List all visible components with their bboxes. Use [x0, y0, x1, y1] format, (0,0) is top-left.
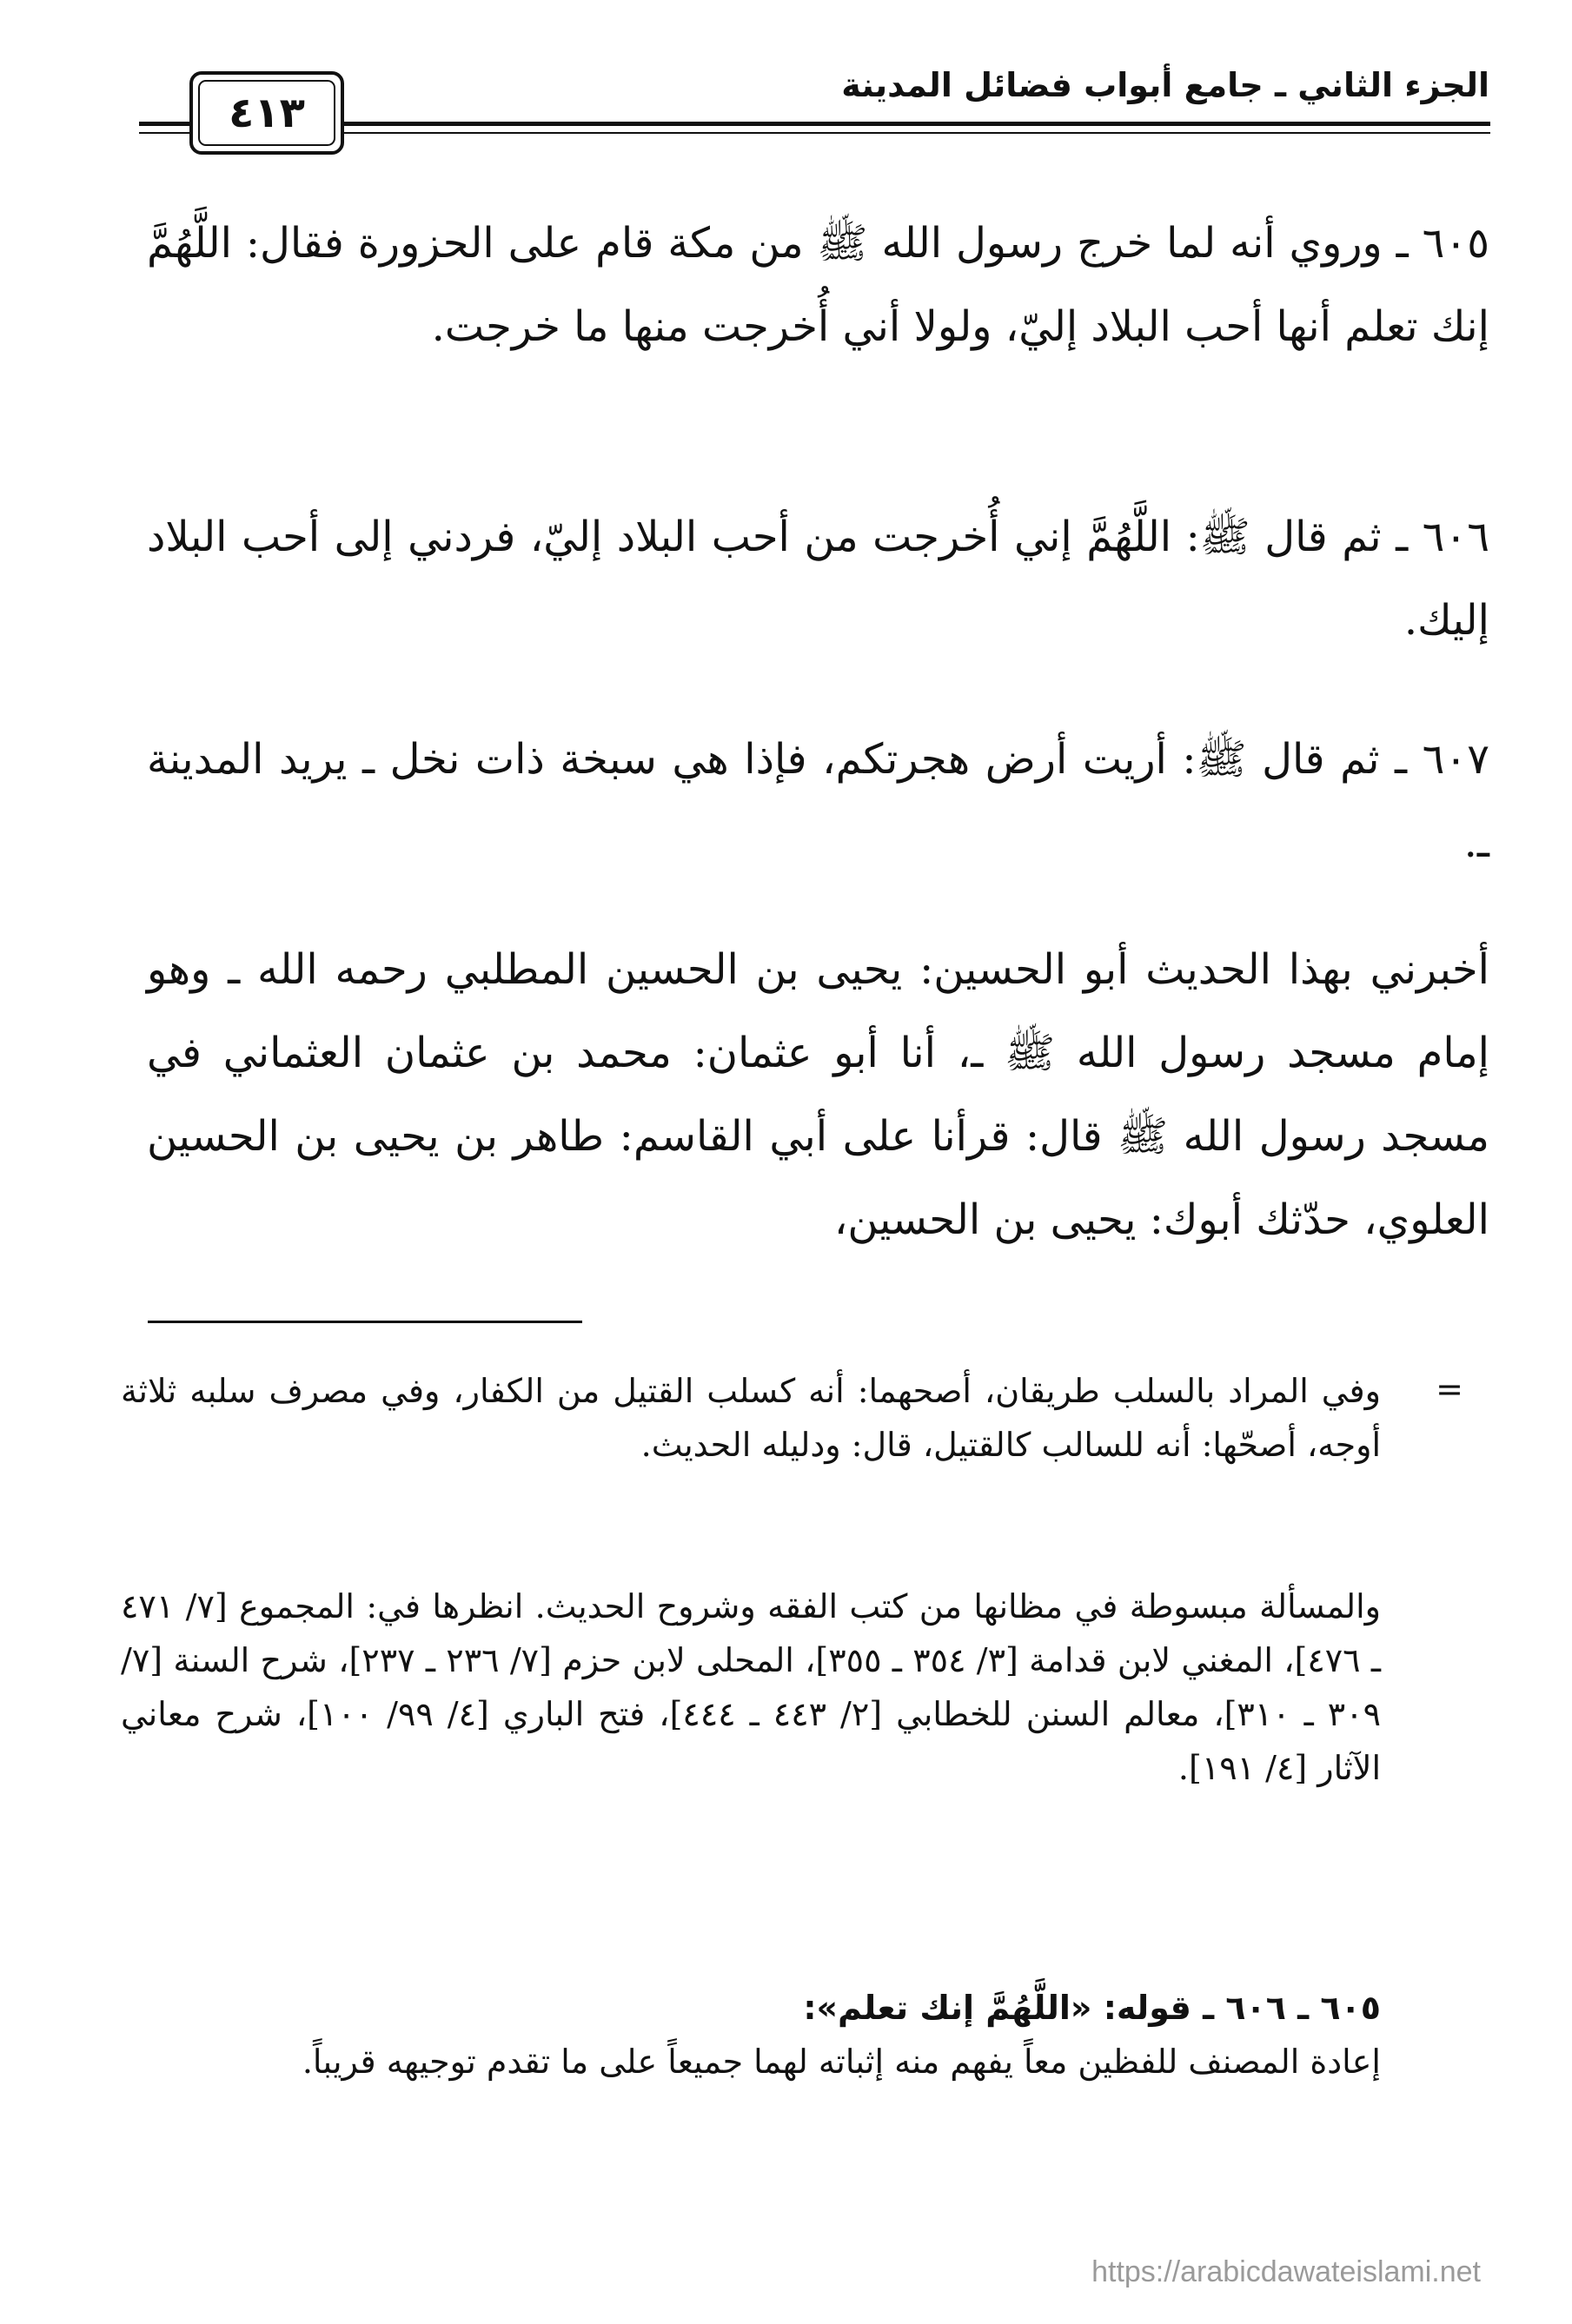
footnote-heading-text: ٦٠٥ ـ ٦٠٦ ـ قوله: «اللَّهُمَّ إنك تعلم»: [803, 1989, 1381, 2027]
watermark-url: https://arabicdawateislami.net [1091, 2255, 1481, 2288]
running-header: الجزء الثاني ـ جامع أبواب فضائل المدينة [841, 66, 1489, 104]
footnote-salab [121, 1364, 1381, 1472]
page-number-inner-frame [198, 80, 335, 146]
footnote-continuation-mark: = [1436, 1370, 1463, 1408]
page-number: ٤١٣ [229, 89, 305, 137]
hadith-606 [147, 495, 1489, 662]
footnote-commentary-text: إعادة المصنف للفظين معاً يفهم منه إثباته لهما جميعاً على ما تقدم توجيهه قريباً. [302, 2043, 1381, 2081]
footnote-references [121, 1579, 1381, 1795]
hadith-605 [147, 202, 1489, 368]
hadith-607-text: ٦٠٧ ـ ثم قال ﷺ: أريت أرض هجرتكم، فإذا هي سبخة ذات نخل ـ يريد المدينة ـ. [147, 735, 1489, 867]
footnote-commentary [121, 2035, 1381, 2089]
hadith-606-text: ٦٠٦ ـ ثم قال ﷺ: اللَّهُمَّ إني أُخرجت من أحب البلاد إليّ، فردني إلى أحب البلاد إليك. [147, 513, 1489, 645]
footnote-salab-text: وفي المراد بالسلب طريقان، أصحهما: أنه كسلب القتيل من الكفار، وفي مصرف سلبه ثلاثة أوجه، أصحّها: أنه للسالب كالقتيل، قال: ودليله الحديث. [121, 1372, 1381, 1464]
isnad-paragraph [147, 928, 1489, 1261]
hadith-605-text: ٦٠٥ ـ وروي أنه لما خرج رسول الله ﷺ من مكة قام على الحزورة فقال: اللَّهُمَّ إنك تعلم أنها أحب البلاد إليّ، ولولا أني أُخرجت منها ما خرجت. [147, 219, 1489, 351]
footnote-separator [148, 1321, 582, 1323]
page-number-frame [189, 71, 344, 155]
hadith-607 [147, 718, 1489, 884]
isnad-text: أخبرني بهذا الحديث أبو الحسين: يحيى بن الحسين المطلبي رحمه الله ـ وهو إمام مسجد رسول الله ﷺ ـ، أنا أبو عثمان: محمد بن عثمان العثماني في مسجد رسول الله ﷺ قال: قرأنا على أبي القاسم: طاهر بن يحيى بن الحسين العلوي، حدّثك أبوك: يحيى بن الحسين، [147, 945, 1490, 1244]
footnote-references-text: والمسألة مبسوطة في مظانها من كتب الفقه وشروح الحديث. انظرها في: المجموع [٧/ ٤٧١ ـ ٤٧٦]، المغني لابن قدامة [٣/ ٣٥٤ ـ ٣٥٥]، المحلى لابن حزم [٧/ ٢٣٦ ـ ٢٣٧]، شرح السنة [٧/ ٣٠٩ ـ ٣١٠]، معالم السنن للخطابي [٢/ ٤٤٣ ـ ٤٤٤]، فتح الباري [٤/ ٩٩/ ١٠٠]، شرح معاني الآثار [٤/ ١٩١]. [121, 1587, 1382, 1787]
footnote-heading-605-606 [121, 1981, 1381, 2035]
